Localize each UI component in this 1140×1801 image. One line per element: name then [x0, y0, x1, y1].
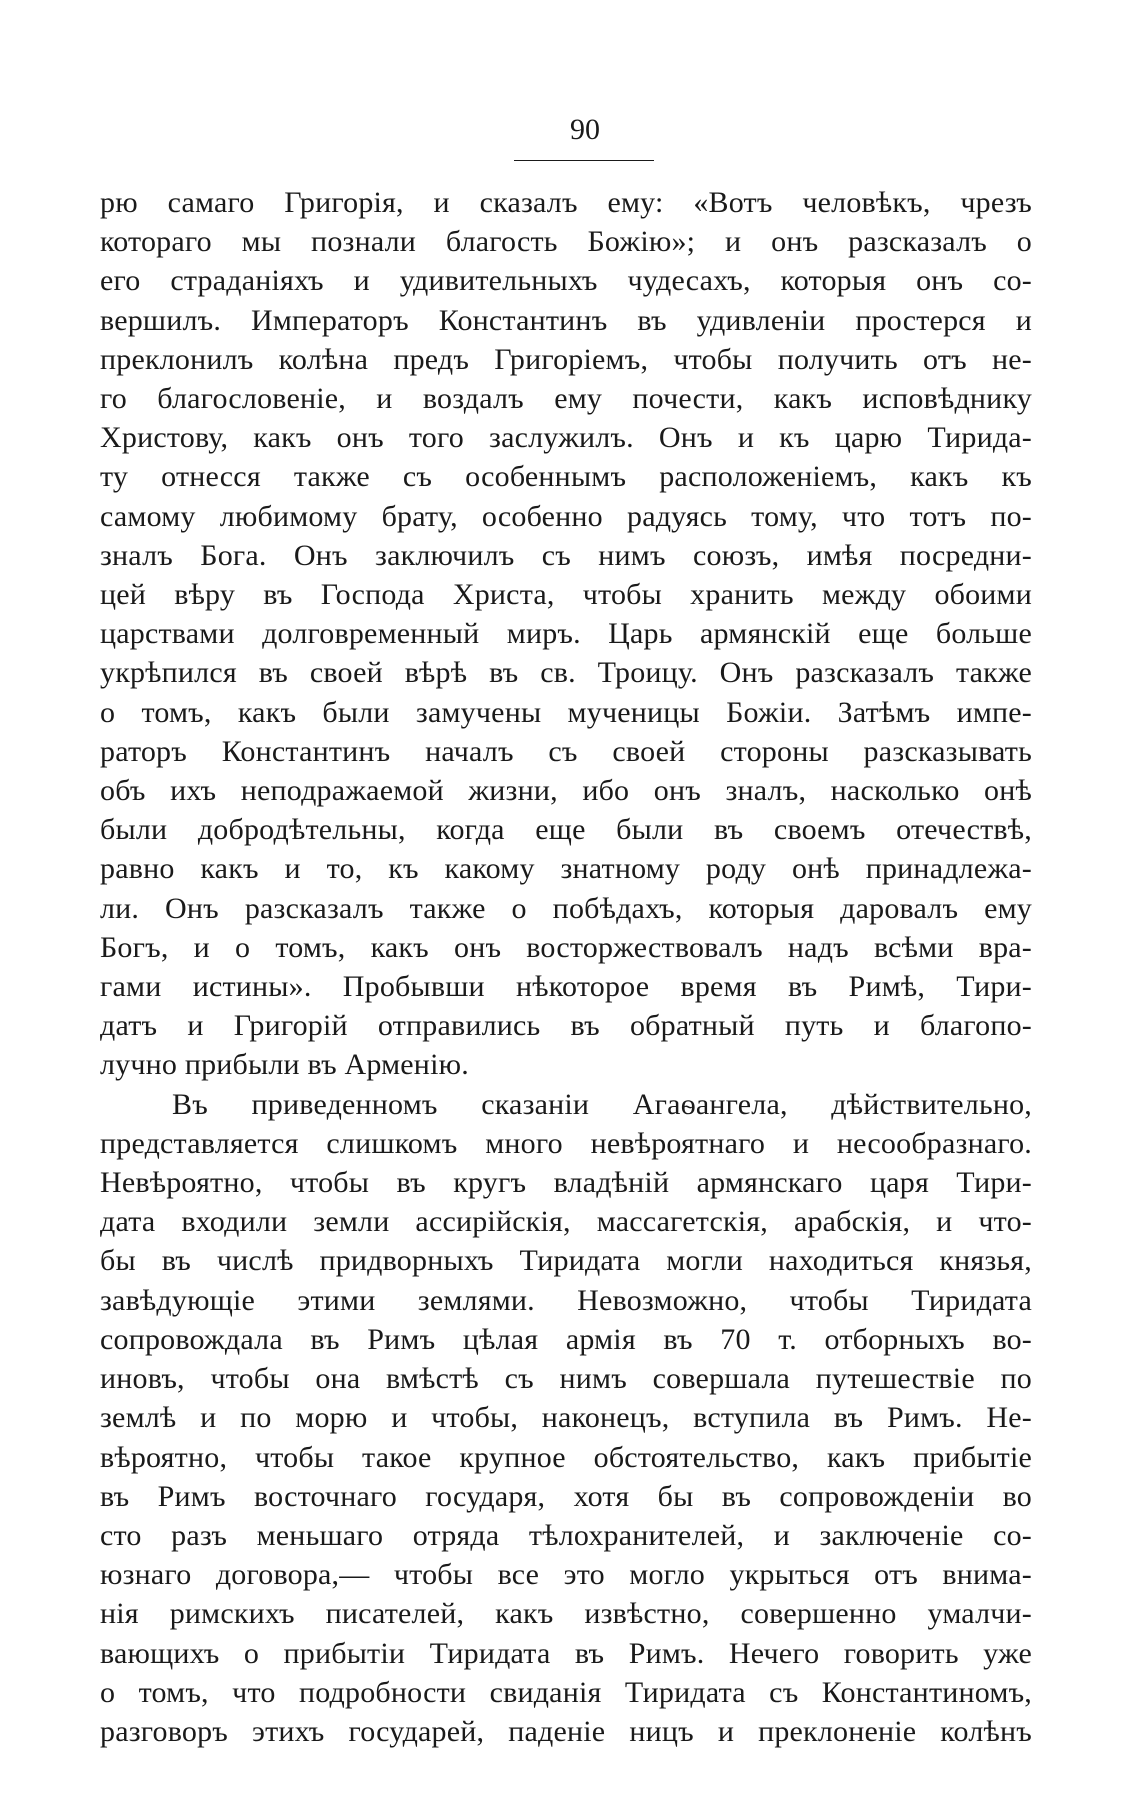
paragraph-commentary	[100, 1085, 1032, 1751]
text-line: го благословеніе, и воздалъ ему почести, какъ исповѣднику	[100, 382, 1032, 416]
text-line: котораго мы познали благость Божію»; и онъ разсказалъ о	[100, 225, 1032, 259]
text-line: самому любимому брату, особенно радуясь тому, что тотъ по-	[100, 499, 1032, 533]
text-line: были добродѣтельны, когда еще были въ своемъ отечествѣ,	[100, 813, 1032, 847]
text-line: укрѣпился въ своей вѣрѣ въ св. Троицу. Онъ разсказалъ также	[100, 656, 1032, 690]
header-rule	[514, 160, 654, 161]
text-line: иновъ, чтобы она вмѣстѣ съ нимъ совершала путешествіе по	[100, 1362, 1032, 1396]
book-page	[100, 110, 1032, 1751]
text-line: о томъ, что подробности свиданія Тиридата съ Константиномъ,	[100, 1675, 1032, 1709]
text-line: въ Римъ восточнаго государя, хотя бы въ сопровожденіи во	[100, 1479, 1032, 1513]
text-line: зналъ Бога. Онъ заключилъ съ нимъ союзъ, имѣя посредни-	[100, 538, 1032, 572]
text-line: вающихъ о прибытіи Тиридата въ Римъ. Нечего говорить уже	[100, 1636, 1032, 1670]
text-line: гами истины». Пробывши нѣкоторое время въ Римѣ, Тири-	[100, 970, 1032, 1004]
text-line: равно какъ и то, къ какому знатному роду онѣ принадлежа-	[100, 852, 1032, 886]
text-line: нія римскихъ писателей, какъ извѣстно, совершенно умалчи-	[100, 1597, 1032, 1631]
text-line: сто разъ меньшаго отряда тѣлохранителей, и заключеніе со-	[100, 1518, 1032, 1552]
text-line: датъ и Григорій отправились въ обратный путь и благопо-	[100, 1009, 1032, 1043]
text-line: лучно прибыли въ Арменію.	[100, 1048, 469, 1082]
text-line: завѣдующіе этими землями. Невозможно, чтобы Тиридата	[100, 1283, 1032, 1317]
text-line: рю самаго Григорія, и сказалъ ему: «Вотъ человѣкъ, чрезъ	[100, 186, 1032, 219]
text-line: преклонилъ колѣна предъ Григоріемъ, чтобы получить отъ не-	[100, 342, 1032, 376]
text-line: его страданіяхъ и удивительныхъ чудесахъ, которыя онъ со-	[100, 264, 1032, 298]
text-line: сопровождала въ Римъ цѣлая армія въ 70 т. отборныхъ во-	[100, 1322, 1032, 1356]
text-line: дата входили земли ассирійскія, массагетскія, арабскія, и что-	[100, 1205, 1032, 1239]
text-line: Христову, какъ онъ того заслужилъ. Онъ и къ царю Тирида-	[100, 421, 1032, 455]
text-line: вѣроятно, чтобы такое крупное обстоятельство, какъ прибытіе	[100, 1440, 1032, 1474]
text-line: о томъ, какъ были замучены мученицы Божіи. Затѣмъ импе-	[100, 695, 1032, 729]
text-line: юзнаго договора,— чтобы все это могло укрыться отъ внима-	[100, 1558, 1032, 1592]
text-line: землѣ и по морю и чтобы, наконецъ, вступила въ Римъ. Не-	[100, 1401, 1032, 1435]
page-number: 90	[570, 113, 600, 146]
text-line: ли. Онъ разсказалъ также о побѣдахъ, которыя даровалъ ему	[100, 891, 1032, 925]
text-line: ту отнесся также съ особеннымъ расположеніемъ, какъ къ	[100, 460, 1032, 494]
text-line: царствами долговременный миръ. Царь армянскій еще больше	[100, 617, 1032, 651]
text-line: представляется слишкомъ много невѣроятнаго и несообразнаго.	[100, 1126, 1032, 1160]
text-line: раторъ Константинъ началъ съ своей стороны разсказывать	[100, 734, 1032, 768]
text-line: Богъ, и о томъ, какъ онъ восторжествовалъ надъ всѣми вра-	[100, 930, 1032, 964]
paragraph-continuation	[100, 183, 1032, 1085]
text-line: Въ приведенномъ сказаніи Агаѳангела, дѣйствительно,	[172, 1087, 1032, 1121]
text-line: Невѣроятно, чтобы въ кругъ владѣній армянскаго царя Тири-	[100, 1166, 1032, 1200]
text-line: бы въ числѣ придворныхъ Тиридата могли находиться князья,	[100, 1244, 1032, 1278]
text-line: цей вѣру въ Господа Христа, чтобы хранить между обоими	[100, 578, 1032, 612]
text-line: вершилъ. Императоръ Константинъ въ удивленіи простерся и	[100, 303, 1032, 337]
text-line: объ ихъ неподражаемой жизни, ибо онъ зналъ, насколько онѣ	[100, 774, 1032, 808]
text-line: разговоръ этихъ государей, паденіе ницъ и преклоненіе колѣнъ	[100, 1714, 1032, 1748]
